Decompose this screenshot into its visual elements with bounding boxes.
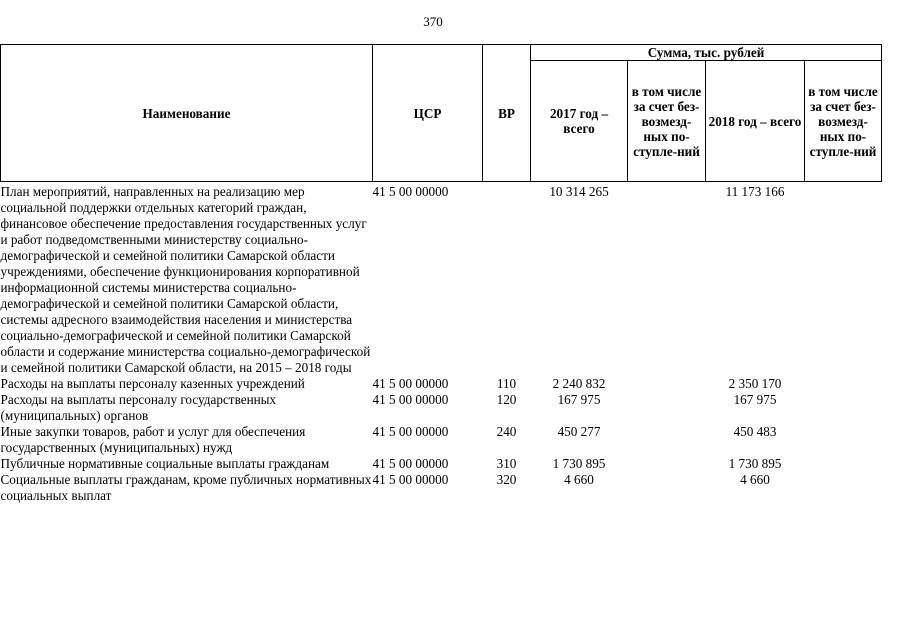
row-2018-free bbox=[805, 456, 882, 472]
row-csr: 41 5 00 00000 bbox=[372, 472, 449, 487]
row-name: Иные закупки товаров, работ и услуг для обеспечения государственных (муниципальных) нужд bbox=[0, 424, 306, 455]
row-name: Публичные нормативные социальные выплаты гражданам bbox=[0, 456, 330, 471]
row-2017-total: 2 240 832 bbox=[552, 376, 606, 391]
row-2018-total: 2 350 170 bbox=[728, 376, 782, 391]
table-row bbox=[1, 472, 882, 504]
row-2017-free bbox=[628, 392, 706, 424]
header-csr: ЦСР bbox=[373, 45, 483, 182]
row-vr bbox=[483, 182, 531, 377]
row-2017-free bbox=[628, 424, 706, 456]
row-2018-total: 4 660 bbox=[740, 472, 770, 487]
page-number: 370 bbox=[423, 14, 443, 29]
row-2018-free bbox=[805, 182, 882, 377]
budget-table bbox=[0, 44, 882, 504]
row-2017-free bbox=[628, 182, 706, 377]
header-2018-free: в том числе за счет без-возмезд-ных по-ступле-ний bbox=[805, 61, 882, 182]
row-2018-free bbox=[805, 392, 882, 424]
row-csr: 41 5 00 00000 bbox=[372, 184, 449, 199]
row-csr: 41 5 00 00000 bbox=[372, 376, 449, 391]
row-vr: 240 bbox=[496, 424, 517, 439]
row-2017-total: 450 277 bbox=[557, 424, 601, 439]
table-row bbox=[1, 456, 882, 472]
table-row bbox=[1, 424, 882, 456]
row-2017-free bbox=[628, 376, 706, 392]
header-2018-total: 2018 год – всего bbox=[706, 61, 805, 182]
row-2018-free bbox=[805, 376, 882, 392]
row-vr: 120 bbox=[496, 392, 517, 407]
row-2017-total: 10 314 265 bbox=[549, 184, 609, 199]
row-csr: 41 5 00 00000 bbox=[372, 392, 449, 407]
row-csr: 41 5 00 00000 bbox=[372, 456, 449, 471]
row-name: Социальные выплаты гражданам, кроме публичных нормативных социальных выплат bbox=[0, 472, 372, 503]
row-2018-free bbox=[805, 424, 882, 456]
header-2017-free: в том числе за счет без-возмезд-ных по-ступле-ний bbox=[628, 61, 706, 182]
row-csr: 41 5 00 00000 bbox=[372, 424, 449, 439]
row-2018-total: 1 730 895 bbox=[728, 456, 782, 471]
row-2018-total: 167 975 bbox=[733, 392, 777, 407]
row-2017-total: 1 730 895 bbox=[552, 456, 606, 471]
row-vr: 110 bbox=[496, 376, 517, 391]
row-vr: 320 bbox=[496, 472, 517, 487]
row-name: Расходы на выплаты персоналу государственных (муниципальных) органов bbox=[0, 392, 277, 423]
row-vr: 310 bbox=[496, 456, 517, 471]
row-name: План мероприятий, направленных на реализацию мер социальной поддержки отдельных категорий граждан, финансовое обеспечение предоставления государственных услуг и работ подведомственными министерству социально-демографической и семейной политики Самарской области учреждениями, обеспечение функционирования корпоративной информационной системы министерства социально-демографической и семейной политики Самарской области, системы адресного взаимодействия населения и министерства социально-демографической и семейной политики Самарской области и содержание министерства социально-демографической и семейной политики Самарской области, на 2015 – 2018 годы bbox=[0, 184, 371, 375]
table-row bbox=[1, 392, 882, 424]
row-2018-total: 11 173 166 bbox=[725, 184, 785, 199]
row-2017-free bbox=[628, 472, 706, 504]
row-2017-free bbox=[628, 456, 706, 472]
row-2017-total: 167 975 bbox=[557, 392, 601, 407]
row-2017-total: 4 660 bbox=[564, 472, 594, 487]
header-vr: ВР bbox=[483, 45, 531, 182]
table-row bbox=[1, 376, 882, 392]
header-name: Наименование bbox=[1, 45, 373, 182]
header-2017-total: 2017 год – всего bbox=[531, 61, 628, 182]
row-name: Расходы на выплаты персоналу казенных учреждений bbox=[0, 376, 305, 391]
row-2018-free bbox=[805, 472, 882, 504]
table-row bbox=[1, 182, 882, 377]
header-sum-group: Сумма, тыс. рублей bbox=[531, 45, 882, 61]
row-2018-total: 450 483 bbox=[733, 424, 777, 439]
